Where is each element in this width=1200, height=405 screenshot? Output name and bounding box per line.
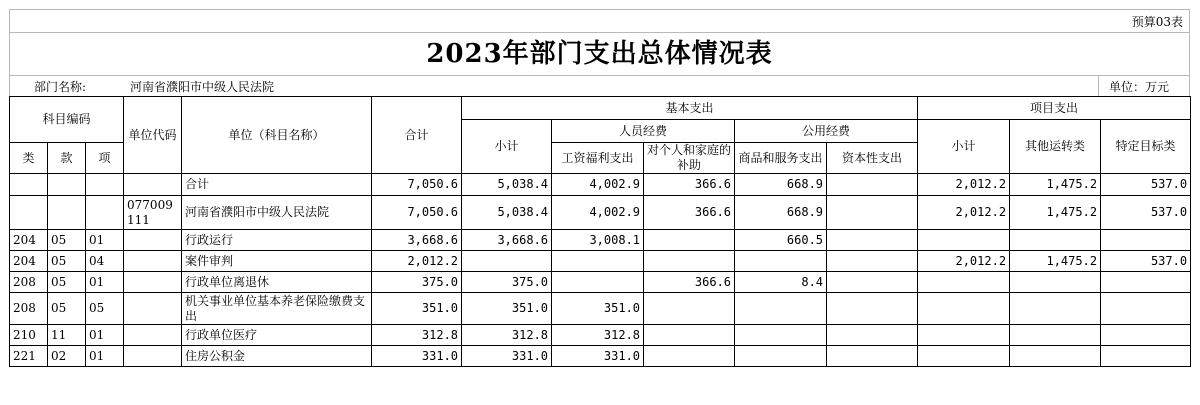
table-row bbox=[10, 230, 1191, 251]
cell-total: 2,012.2 bbox=[372, 251, 462, 272]
table-row bbox=[10, 346, 1191, 367]
header-subject-code: 科目编码 bbox=[10, 97, 124, 143]
cell-basic-subtotal: 375.0 bbox=[462, 272, 552, 293]
cell-total: 351.0 bbox=[372, 293, 462, 325]
cell-total: 312.8 bbox=[372, 325, 462, 346]
cell-lei bbox=[10, 174, 48, 196]
cell-project-subtotal bbox=[918, 346, 1010, 367]
title-row bbox=[9, 32, 1190, 75]
cell-special bbox=[1101, 230, 1191, 251]
meta-row bbox=[9, 75, 1190, 96]
cell-wages: 4,002.9 bbox=[552, 174, 644, 196]
cell-other-transfer: 1,475.2 bbox=[1010, 196, 1101, 230]
cell-xiang: 01 bbox=[86, 346, 124, 367]
cell-goods: 660.5 bbox=[735, 230, 827, 251]
cell-subsidy bbox=[644, 346, 735, 367]
header-personnel: 人员经费 bbox=[552, 120, 735, 143]
cell-unit-code bbox=[124, 251, 182, 272]
cell-subsidy bbox=[644, 293, 735, 325]
expenditure-table bbox=[9, 96, 1191, 367]
header-lei: 类 bbox=[10, 143, 48, 174]
cell-xiang: 01 bbox=[86, 272, 124, 293]
cell-capital bbox=[827, 272, 918, 293]
cell-capital bbox=[827, 251, 918, 272]
report-title: 2023年部门支出总体情况表 bbox=[426, 39, 773, 69]
cell-unit-name: 行政单位离退休 bbox=[182, 272, 372, 293]
cell-unit-name: 合计 bbox=[182, 174, 372, 196]
cell-xiang bbox=[86, 196, 124, 230]
cell-other-transfer bbox=[1010, 346, 1101, 367]
cell-wages bbox=[552, 251, 644, 272]
cell-capital bbox=[827, 174, 918, 196]
cell-wages bbox=[552, 272, 644, 293]
cell-unit-code bbox=[124, 272, 182, 293]
cell-other-transfer bbox=[1010, 272, 1101, 293]
unit-box bbox=[1098, 76, 1189, 96]
table-row bbox=[10, 251, 1191, 272]
cell-goods: 668.9 bbox=[735, 174, 827, 196]
header-unit-code: 单位代码 bbox=[124, 97, 182, 174]
cell-unit-code bbox=[124, 293, 182, 325]
cell-wages: 351.0 bbox=[552, 293, 644, 325]
cell-special: 537.0 bbox=[1101, 174, 1191, 196]
table-body bbox=[10, 97, 1191, 367]
cell-wages: 331.0 bbox=[552, 346, 644, 367]
cell-unit-code bbox=[124, 230, 182, 251]
cell-project-subtotal bbox=[918, 293, 1010, 325]
cell-basic-subtotal: 312.8 bbox=[462, 325, 552, 346]
cell-project-subtotal: 2,012.2 bbox=[918, 196, 1010, 230]
cell-kuan: 05 bbox=[48, 293, 86, 325]
cell-unit-code: 077009111 bbox=[124, 196, 182, 230]
cell-xiang bbox=[86, 174, 124, 196]
cell-total: 3,668.6 bbox=[372, 230, 462, 251]
table-row bbox=[10, 174, 1191, 196]
cell-lei: 210 bbox=[10, 325, 48, 346]
cell-goods bbox=[735, 293, 827, 325]
cell-special: 537.0 bbox=[1101, 251, 1191, 272]
header-kuan: 款 bbox=[48, 143, 86, 174]
cell-unit-code bbox=[124, 346, 182, 367]
cell-wages: 4,002.9 bbox=[552, 196, 644, 230]
cell-goods: 668.9 bbox=[735, 196, 827, 230]
cell-lei: 221 bbox=[10, 346, 48, 367]
cell-lei: 204 bbox=[10, 251, 48, 272]
header-subsidy: 对个人和家庭的补助 bbox=[644, 143, 735, 174]
cell-special bbox=[1101, 325, 1191, 346]
cell-special bbox=[1101, 346, 1191, 367]
unit-label: 单位：万元 bbox=[1109, 80, 1170, 94]
cell-wages: 312.8 bbox=[552, 325, 644, 346]
header-unit-name: 单位（科目名称） bbox=[182, 97, 372, 174]
cell-other-transfer bbox=[1010, 230, 1101, 251]
cell-project-subtotal bbox=[918, 325, 1010, 346]
table-row bbox=[10, 293, 1191, 325]
cell-special bbox=[1101, 272, 1191, 293]
cell-basic-subtotal: 3,668.6 bbox=[462, 230, 552, 251]
dept-name: 河南省濮阳市中级人民法院 bbox=[130, 80, 275, 94]
cell-kuan: 11 bbox=[48, 325, 86, 346]
cell-subsidy bbox=[644, 230, 735, 251]
table-row bbox=[10, 196, 1191, 230]
cell-total: 331.0 bbox=[372, 346, 462, 367]
cell-subsidy: 366.6 bbox=[644, 174, 735, 196]
table-row bbox=[10, 272, 1191, 293]
cell-lei: 208 bbox=[10, 272, 48, 293]
cell-basic-subtotal: 331.0 bbox=[462, 346, 552, 367]
cell-basic-subtotal: 351.0 bbox=[462, 293, 552, 325]
cell-basic-subtotal: 5,038.4 bbox=[462, 174, 552, 196]
cell-other-transfer: 1,475.2 bbox=[1010, 174, 1101, 196]
cell-xiang: 01 bbox=[86, 325, 124, 346]
cell-project-subtotal bbox=[918, 230, 1010, 251]
cell-unit-name: 行政单位医疗 bbox=[182, 325, 372, 346]
dept-label: 部门名称: bbox=[34, 80, 87, 94]
cell-kuan bbox=[48, 196, 86, 230]
cell-capital bbox=[827, 293, 918, 325]
cell-lei bbox=[10, 196, 48, 230]
cell-unit-name: 机关事业单位基本养老保险缴费支出 bbox=[182, 293, 372, 325]
cell-subsidy bbox=[644, 325, 735, 346]
header-wages: 工资福利支出 bbox=[552, 143, 644, 174]
header-xiang: 项 bbox=[86, 143, 124, 174]
cell-total: 7,050.6 bbox=[372, 196, 462, 230]
cell-basic-subtotal: 5,038.4 bbox=[462, 196, 552, 230]
table-row bbox=[10, 325, 1191, 346]
cell-xiang: 04 bbox=[86, 251, 124, 272]
cell-unit-code bbox=[124, 174, 182, 196]
cell-kuan: 05 bbox=[48, 230, 86, 251]
cell-goods bbox=[735, 325, 827, 346]
cell-kuan: 05 bbox=[48, 272, 86, 293]
header-basic-subtotal: 小计 bbox=[462, 120, 552, 174]
cell-other-transfer bbox=[1010, 325, 1101, 346]
cell-unit-name: 行政运行 bbox=[182, 230, 372, 251]
cell-xiang: 01 bbox=[86, 230, 124, 251]
header-goods: 商品和服务支出 bbox=[735, 143, 827, 174]
cell-capital bbox=[827, 196, 918, 230]
cell-kuan: 02 bbox=[48, 346, 86, 367]
cell-subsidy bbox=[644, 251, 735, 272]
header-basic: 基本支出 bbox=[462, 97, 918, 120]
cell-project-subtotal: 2,012.2 bbox=[918, 251, 1010, 272]
cell-lei: 204 bbox=[10, 230, 48, 251]
cell-wages: 3,008.1 bbox=[552, 230, 644, 251]
form-code: 预算03表 bbox=[1131, 15, 1183, 29]
cell-subsidy: 366.6 bbox=[644, 272, 735, 293]
form-code-row bbox=[9, 10, 1190, 32]
cell-goods: 8.4 bbox=[735, 272, 827, 293]
header-capital: 资本性支出 bbox=[827, 143, 918, 174]
cell-capital bbox=[827, 325, 918, 346]
cell-basic-subtotal bbox=[462, 251, 552, 272]
cell-capital bbox=[827, 346, 918, 367]
header-other-transfer: 其他运转类 bbox=[1010, 120, 1101, 174]
cell-unit-name: 河南省濮阳市中级人民法院 bbox=[182, 196, 372, 230]
cell-subsidy: 366.6 bbox=[644, 196, 735, 230]
cell-special bbox=[1101, 293, 1191, 325]
cell-goods bbox=[735, 251, 827, 272]
cell-unit-name: 案件审判 bbox=[182, 251, 372, 272]
cell-special: 537.0 bbox=[1101, 196, 1191, 230]
cell-unit-name: 住房公积金 bbox=[182, 346, 372, 367]
cell-other-transfer bbox=[1010, 293, 1101, 325]
cell-unit-code bbox=[124, 325, 182, 346]
header-special: 特定目标类 bbox=[1101, 120, 1191, 174]
cell-goods bbox=[735, 346, 827, 367]
header-row-1 bbox=[10, 97, 1191, 120]
cell-lei: 208 bbox=[10, 293, 48, 325]
cell-total: 375.0 bbox=[372, 272, 462, 293]
cell-kuan bbox=[48, 174, 86, 196]
header-project: 项目支出 bbox=[918, 97, 1191, 120]
cell-capital bbox=[827, 230, 918, 251]
report-sheet bbox=[9, 9, 1190, 367]
header-total: 合计 bbox=[372, 97, 462, 174]
header-project-subtotal: 小计 bbox=[918, 120, 1010, 174]
cell-xiang: 05 bbox=[86, 293, 124, 325]
cell-total: 7,050.6 bbox=[372, 174, 462, 196]
cell-project-subtotal bbox=[918, 272, 1010, 293]
header-public: 公用经费 bbox=[735, 120, 918, 143]
cell-other-transfer: 1,475.2 bbox=[1010, 251, 1101, 272]
cell-project-subtotal: 2,012.2 bbox=[918, 174, 1010, 196]
cell-kuan: 05 bbox=[48, 251, 86, 272]
